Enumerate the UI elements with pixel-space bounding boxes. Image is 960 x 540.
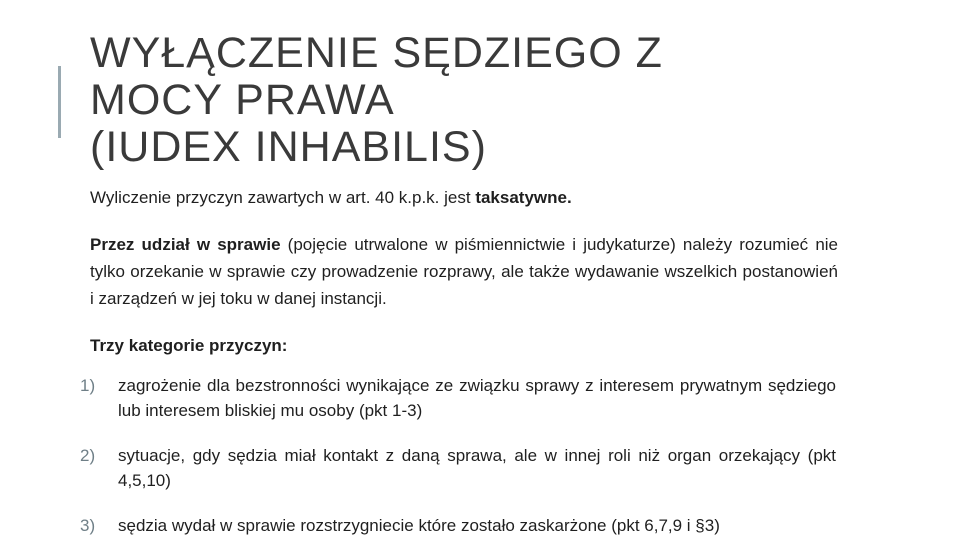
title-accent-bar (58, 66, 61, 138)
paragraph-enumeration-text: Wyliczenie przyczyn zawartych w art. 40 k.p.k. jest (90, 188, 476, 207)
title-line-2: MOCY PRAWA (90, 76, 395, 124)
title-line-1: WYŁĄCZENIE SĘDZIEGO Z (90, 29, 663, 77)
list-item-text: sędzia wydał w sprawie rozstrzygniecie które zostało zaskarżone (pkt 6,7,9 i §3) (118, 516, 720, 535)
categories-heading (90, 332, 838, 359)
slide-title (90, 30, 890, 171)
list-item (80, 443, 836, 493)
list-item-text: zagrożenie dla bezstronności wynikające ze związku sprawy z interesem prywatnym sędziego lub interesem bliskiej mu osoby (pkt 1-3) (118, 376, 836, 420)
paragraph-participation-bold: Przez udział w sprawie (90, 235, 281, 254)
paragraph-enumeration-bold: taksatywne. (475, 188, 572, 207)
paragraph-enumeration (90, 184, 838, 211)
list-item-number: 1) (80, 376, 96, 395)
list-item (80, 513, 836, 538)
categories-heading-text: Trzy kategorie przyczyn: (90, 336, 288, 355)
title-line-3: (IUDEX INHABILIS) (90, 123, 487, 171)
categories-list (80, 373, 836, 538)
paragraph-participation (90, 231, 838, 312)
list-item-number: 3) (80, 516, 96, 535)
list-item-text: sytuacje, gdy sędzia miał kontakt z daną sprawa, ale w innej roli niż organ orzekający (pkt 4,5,10) (118, 446, 836, 490)
slide-content (80, 184, 839, 538)
list-item-number: 2) (80, 446, 96, 465)
paragraph-participation-text: (pojęcie utrwalone w piśmiennictwie i judykaturze) należy rozumieć nie tylko orzekanie w sprawie czy prowadzenie rozprawy, ale także wydawanie wszelkich postanowień i zarządzeń w jej toku w danej instancji. (90, 235, 839, 308)
list-item (80, 373, 836, 423)
